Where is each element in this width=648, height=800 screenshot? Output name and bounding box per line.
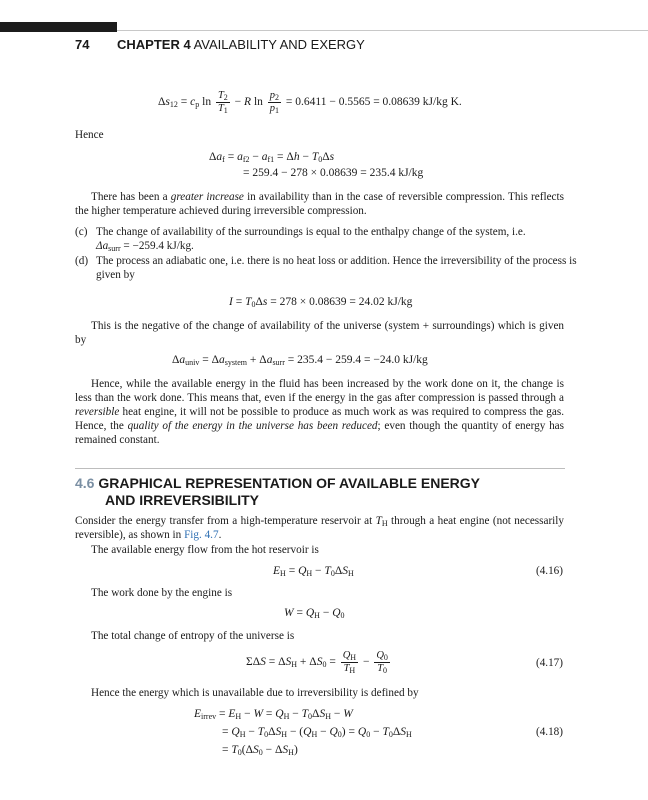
- text: Consider the energy transfer from a high-temperature reservoir at: [75, 515, 376, 527]
- section-number: 4.6: [75, 475, 95, 491]
- paragraph-greater-increase: [75, 190, 564, 218]
- header-bar: [0, 22, 117, 32]
- list-item-c: (c) The change of availability of the surroundings is equal to the enthalpy change of the system, i.e. $\Delta a_{surr} = -259.4$ kJ/kg.: [75, 226, 526, 253]
- text: in availability than in the case of reversible compression. This reflects the higher temperature achieved during irreversible compression.: [75, 191, 564, 217]
- section-title-line1: GRAPHICAL REPRESENTATION OF AVAILABLE ENERGY: [98, 475, 481, 491]
- paragraph-unavailable: Hence the energy which is unavailable due to irreversibility is defined by: [91, 687, 419, 699]
- equation-number-4-17: (4.17): [535, 657, 563, 669]
- text: through a heat engine (not necessarily reversible), as shown in: [75, 515, 564, 541]
- equation-daf-line2: [243, 167, 423, 179]
- text: ; even though the quantity of energy has remained constant.: [75, 420, 564, 446]
- chapter-title: AVAILABILITY AND EXERGY: [193, 37, 365, 52]
- chapter-label: CHAPTER 4: [117, 37, 191, 52]
- universe-value: = 235.4 − 259.4 = −24.0 kJ/kg: [287, 354, 428, 366]
- text: There has been a: [91, 191, 171, 203]
- emphasis: reversible: [75, 406, 120, 418]
- paragraph-consider: Consider the energy transfer from a high-temperature reservoir at $T_H$ through a heat engine (not necessarily reversible), as shown in Fig. 4.7.: [75, 515, 564, 541]
- equation-4-18-line1: $E_{irrev} = E_H - W = Q_H - T_0\Delta S_H - W$: [194, 708, 353, 721]
- equation-4-18-line3: = $T_0(\Delta S_0 - \Delta S_H)$: [222, 744, 298, 757]
- item-text: The process an adiabatic one, i.e. there is no heat loss or addition. Hence the irreversibility of the process is given by: [96, 255, 577, 281]
- list-item-d: [75, 254, 585, 282]
- paragraph-available-flow: The available energy flow from the hot reservoir is: [91, 544, 319, 556]
- equation-irreversibility: $I = T_0\Delta s = 278 \times 0.08639 = 24.02$ kJ/kg: [229, 296, 413, 309]
- paragraph-entropy: The total change of entropy of the universe is: [91, 630, 295, 642]
- equation-4-16: $E_H = Q_H - T_0\Delta S_H$: [273, 565, 354, 578]
- equation-ds12: $\Delta s_{12} = c_p$ ln $\frac{T_2}{T_1}$ − R ln $\frac{p_2}{p_1}$ = 0.6411 − 0.5565 = 0.08639 kJ/kg K.: [158, 90, 462, 115]
- equation-4-17: $\Sigma\Delta S = \Delta S_H + \Delta S_0$ = $\frac{Q_H}{T_H}$ − $\frac{Q_0}{T_0}$: [246, 650, 388, 675]
- ds12-result: = 0.6411 − 0.5565 = 0.08639 kJ/kg K.: [285, 96, 462, 109]
- equation-universe: $\Delta a_{univ} = \Delta a_{system} + \Delta a_{surr} = 235.4 - 259.4 = -24.0$ kJ/kg: [172, 354, 428, 367]
- surr-value: = −259.4 kJ/kg.: [123, 240, 194, 252]
- irreversibility-value: = 278 × 0.08639 = 24.02 kJ/kg: [270, 296, 413, 308]
- text: heat engine, it will not be possible to produce as much work as was required to compress the gas. Hence, the: [75, 406, 564, 432]
- emphasis: greater increase: [170, 191, 244, 203]
- equation-4-18-line2: = $Q_H - T_0\Delta S_H - (Q_H - Q_0) = Q_0 - T_0\Delta S_H$: [222, 726, 412, 739]
- paragraph-quality: [75, 377, 564, 447]
- daf-result: = 259.4 − 278 × 0.08639 = 235.4 kJ/kg: [243, 167, 424, 179]
- item-label: (c): [75, 226, 88, 238]
- equation-daf-line1: $\Delta a_f = a_{f2} - a_{f1} = \Delta h - T_0\Delta s$: [209, 151, 335, 164]
- equation-number-4-16: (4.16): [535, 565, 563, 577]
- emphasis: quality of the energy in the universe has been reduced: [127, 420, 378, 432]
- page-number: 74: [75, 37, 90, 52]
- equation-number-4-18: (4.18): [535, 726, 563, 738]
- running-header: [117, 37, 365, 52]
- section-heading: [75, 475, 480, 509]
- equation-work: $W = Q_H - Q_0$: [284, 607, 345, 620]
- text: Hence, while the available energy in the fluid has been increased by the work done on it, the change is less than the work done. This means that, even if the energy in the gas after compression is passed through a: [75, 378, 564, 404]
- paragraph-work-done: The work done by the engine is: [91, 587, 233, 599]
- figure-link[interactable]: Fig. 4.7: [184, 529, 219, 541]
- item-text: The change of availability of the surroundings is equal to the enthalpy change of the system, i.e.: [96, 226, 526, 238]
- item-label: (d): [75, 255, 89, 267]
- hence-label: Hence: [75, 129, 104, 141]
- section-rule: [75, 468, 565, 469]
- header-rule: [117, 30, 648, 31]
- text: .: [218, 529, 222, 541]
- section-title-line2: AND IRREVERSIBILITY: [105, 492, 260, 508]
- paragraph-negative: This is the negative of the change of availability of the universe (system + surroundings) which is given by: [75, 320, 564, 346]
